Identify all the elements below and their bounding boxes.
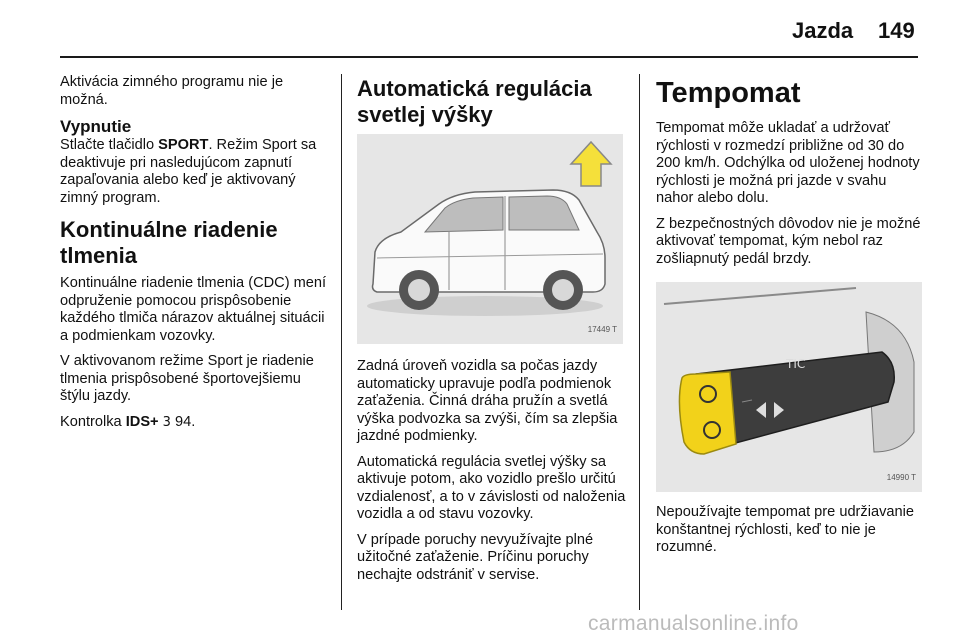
section-title: Jazda <box>792 18 854 43</box>
paragraph-level-1: Zadná úroveň vozidla sa počas jazdy automaticky upravuje podľa podmienok zaťaženia. Činná dráha pružín a svetlá výška podvozka sa zvýši, čím sa zlepšia jazdné podmienky. <box>357 358 618 444</box>
figure-id: 17449 T <box>587 324 617 334</box>
page-ref-arrow-icon: 3 <box>162 414 171 430</box>
cruise-stalk-figure <box>656 282 922 492</box>
paragraph-level-2: Automatická regulácia svetlej výšky sa aktivuje potom, ako vozidlo prešlo určitú vzdialenosť, a to v závislosti od naloženia vozidla a od stavu vozovky. <box>357 453 626 522</box>
paragraph-level-3: V prípade poruchy nevyužívajte plné užitočné zaťaženie. Príčinu poruchy nechajte odstrániť v servise. <box>357 531 594 583</box>
paragraph-ref <box>60 414 330 432</box>
text-span: Stlačte tlačidlo <box>60 137 159 153</box>
page-ref-number: 94. <box>170 413 196 430</box>
heading-level-control: Automatická regulácia svetlej výšky <box>357 76 592 127</box>
column-3 <box>656 76 926 565</box>
column-1 <box>60 74 330 439</box>
car-level-figure <box>357 134 623 344</box>
cruise-stalk-illustration <box>656 282 922 492</box>
paragraph-cdc: Kontinuálne riadenie tlmenia (CDC) mení odpruženie pomocou prispôsobenie každého tlmiča nárazov aktuálnej situácii a podmienkam vozovky. <box>60 275 327 344</box>
paragraph-tempomat-3: Nepoužívajte tempomat pre udržiavanie konštantnej rýchlosti, keď to nie je rozumné. <box>656 504 914 555</box>
page-header <box>0 0 960 60</box>
header-rule <box>60 56 918 58</box>
paragraph-sport: V aktivovanom režime Sport je riadenie tlmenia prispôsobené športovejšiemu štýlu jazdy. <box>60 353 314 404</box>
heading-cdc: Kontinuálne riadenie tlmenia <box>60 217 278 268</box>
stalk-label: TIC <box>786 357 806 371</box>
figure-id: 14990 T <box>886 472 916 482</box>
paragraph-vypnutie <box>60 137 330 207</box>
watermark: carmanualsonline.info <box>588 612 799 635</box>
column-divider-1 <box>341 74 342 610</box>
ids-indicator-name: IDS+ <box>125 413 159 430</box>
column-divider-2 <box>639 74 640 610</box>
column-2 <box>357 76 627 592</box>
intro-paragraph: Aktivácia zimného programu nie je možná. <box>60 74 284 108</box>
paragraph-tempomat-2: Z bezpečnostných dôvodov nie je možné aktivovať tempomat, kým nebol raz zošliapnutý pedál brzdy. <box>656 215 921 267</box>
subheading-vypnutie: Vypnutie <box>60 117 132 136</box>
sport-button-name: SPORT <box>158 137 209 153</box>
page-number: 149 <box>878 18 915 43</box>
text-span: . Režim Sport sa deaktivuje pri nasledujúcom zapnutí zapaľovania alebo keď je aktivovaný zimný program. <box>60 137 317 206</box>
heading-tempomat: Tempomat <box>656 77 801 109</box>
paragraph-tempomat-1: Tempomat môže ukladať a udržovať rýchlosti v rozmedzí približne od 30 do 200 km/h. Odchýlka od uloženej hodnoty rýchlosti je možná pri jazde v svahu nahor alebo dolu. <box>656 120 920 206</box>
car-illustration <box>357 134 623 344</box>
text-span: Kontrolka <box>60 413 126 430</box>
